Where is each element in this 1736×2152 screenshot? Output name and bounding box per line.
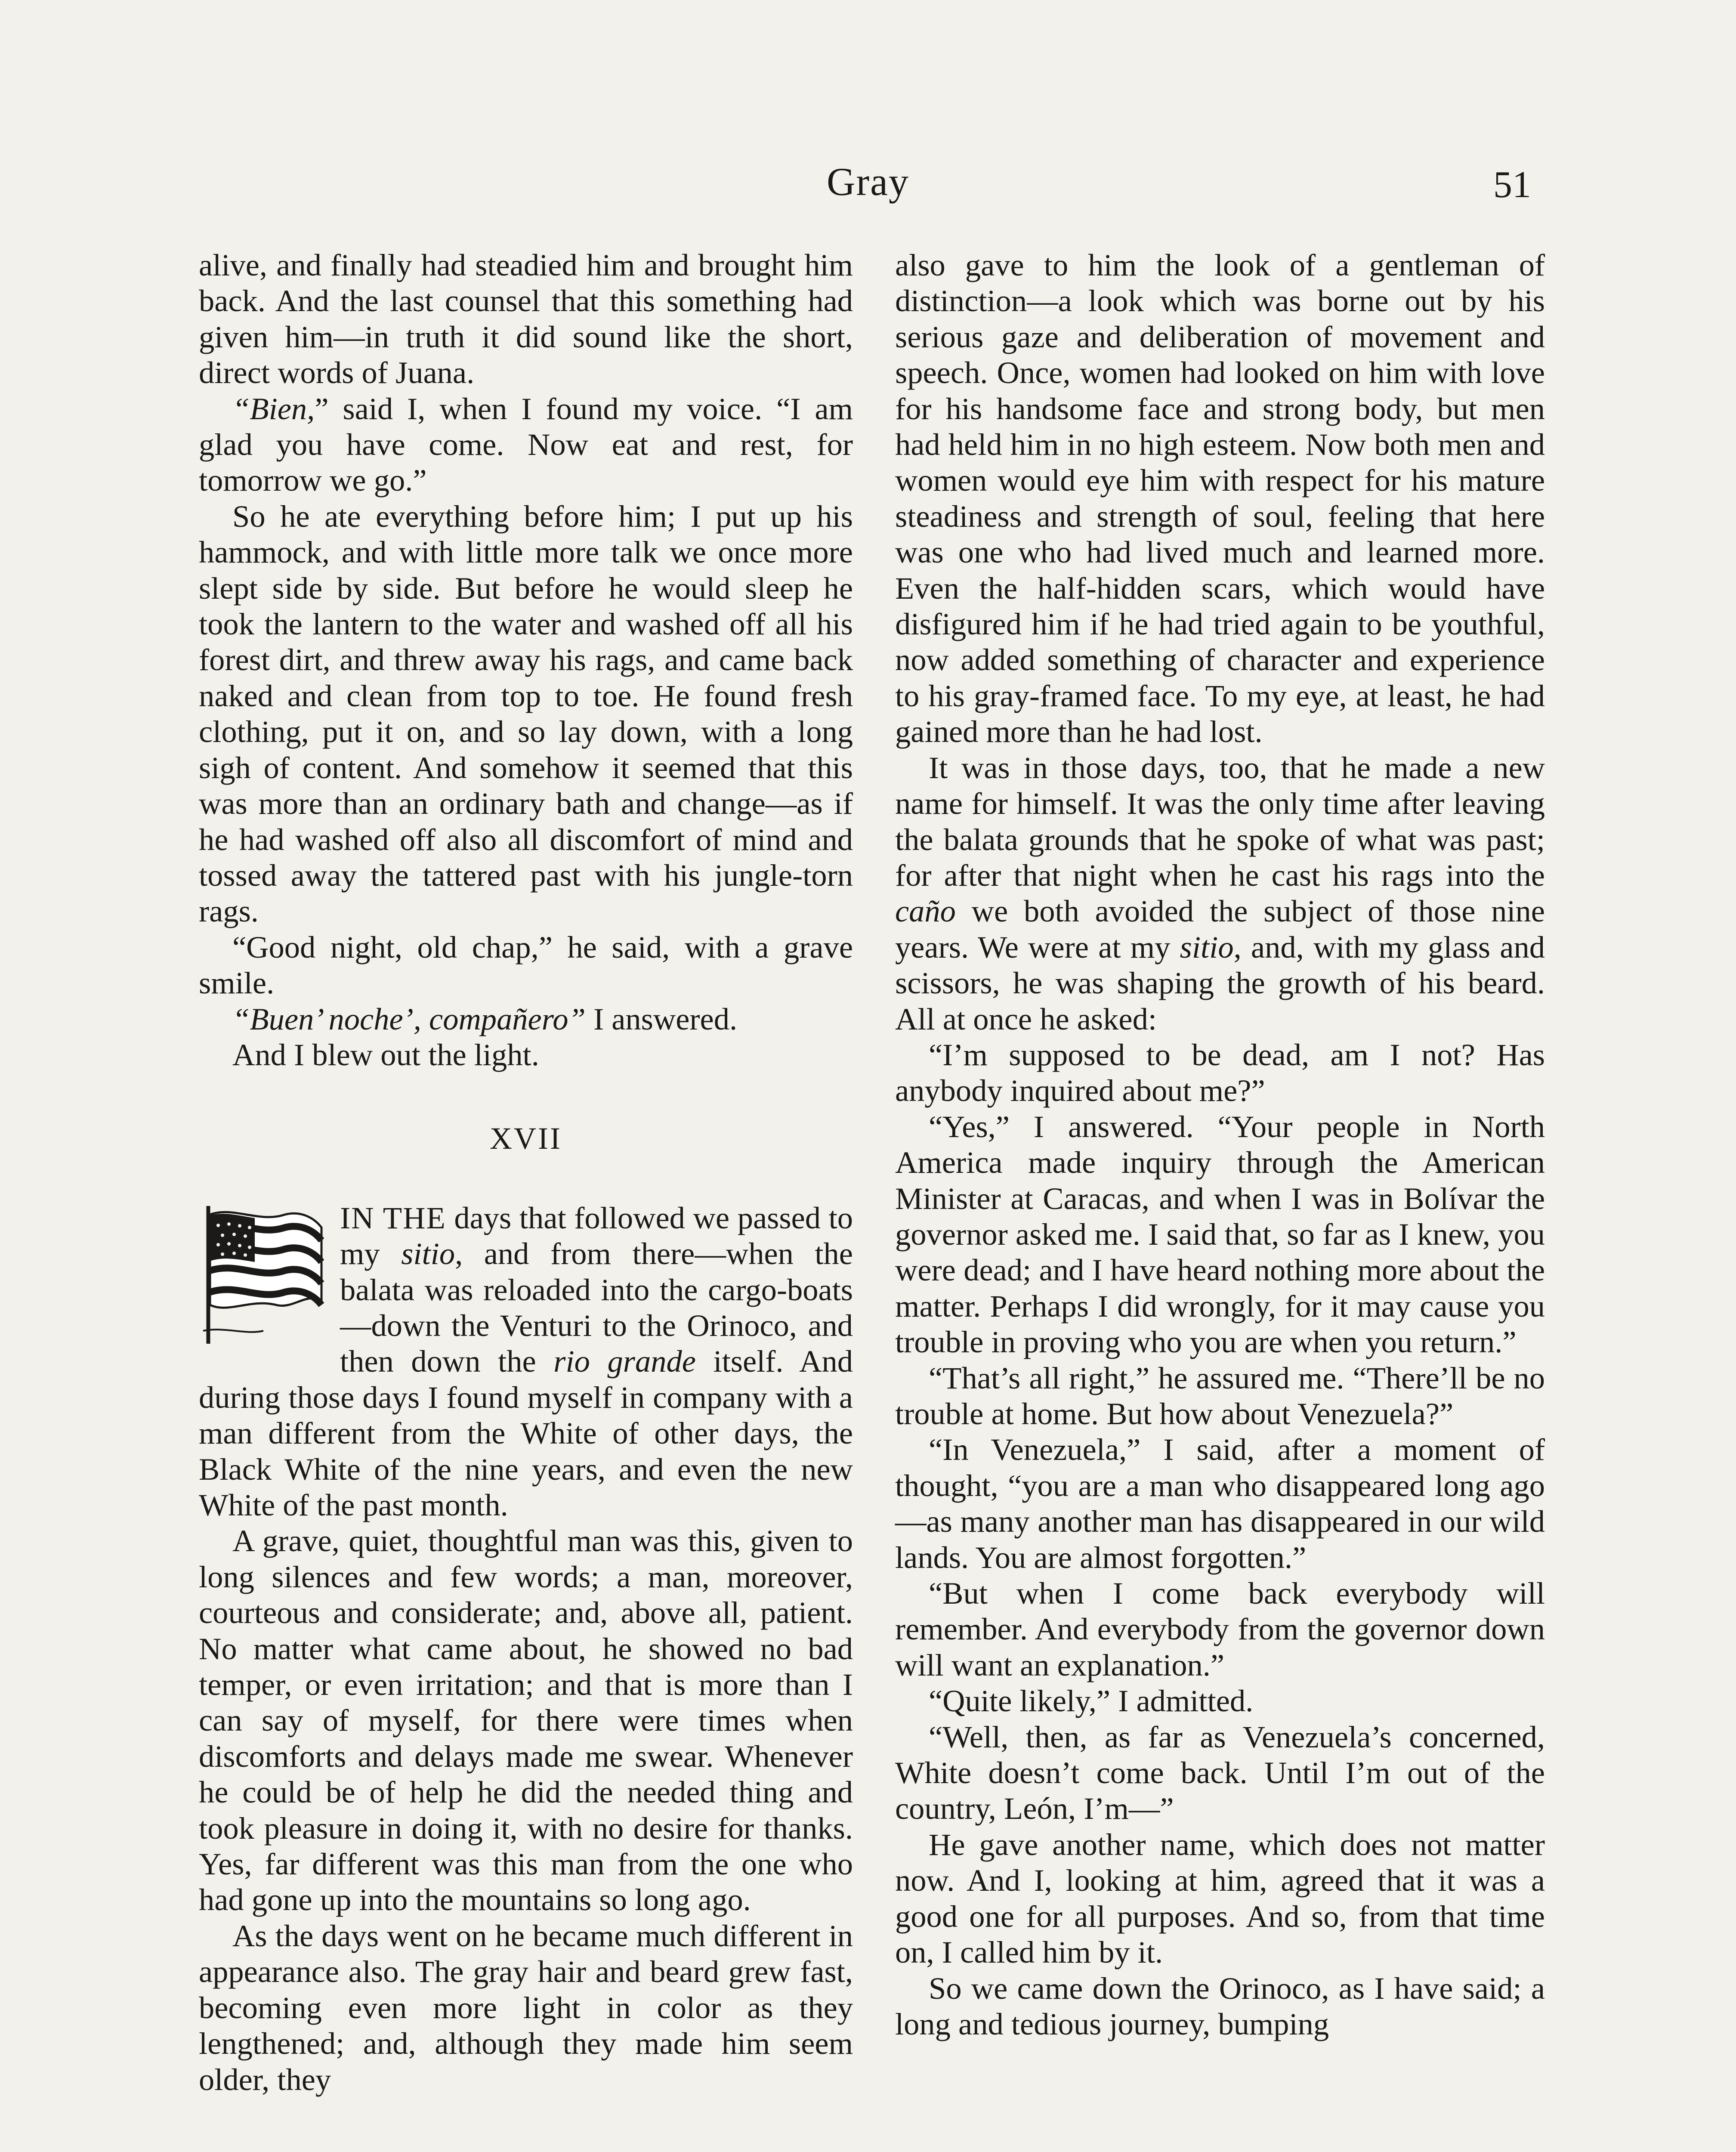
lead-in: IN THE bbox=[340, 1200, 446, 1235]
paragraph: He gave another name, which does not matter now. And I, looking at him, agreed that it was a good one for all purposes. And so, from that time on, I called him by it. bbox=[895, 1827, 1545, 1970]
paragraph bbox=[199, 1001, 853, 1037]
paragraph: So we came down the Orinoco, as I have said; a long and tedious journey, bumping bbox=[895, 1970, 1545, 2041]
paragraph: “In Venezuela,” I said, after a moment of thought, “you are a man who disappeared long ago—as many another man has disappeared in our wild lands. You are almost forgotten.” bbox=[895, 1432, 1545, 1575]
spanish-word: sitio bbox=[401, 1236, 455, 1271]
paragraph-text: , and, with my glass and scissors, he was shaping the growth of his beard. All at once he asked: bbox=[895, 929, 1545, 1036]
paragraph: “Well, then, as far as Venezuela’s concerned, White doesn’t come back. Until I’m out of the country, León, I’m—” bbox=[895, 1719, 1545, 1826]
flag-icon bbox=[199, 1202, 328, 1348]
paragraph: “That’s all right,” he assured me. “There’ll be no trouble at home. But how about Venezuela?” bbox=[895, 1360, 1545, 1431]
spanish-word: sitio bbox=[1180, 929, 1234, 965]
paragraph: “I’m supposed to be dead, am I not? Has anybody inquired about me?” bbox=[895, 1037, 1545, 1108]
paragraph bbox=[199, 391, 853, 498]
paragraph: A grave, quiet, thoughtful man was this, given to long silences and few words; a man, moreover, courteous and considerate; and, above all, patient. No matter what came about, he showed no bad temper, or even irritation; and that is more than I can say of myself, for there were times when discomforts and delays made me swear. Whenever he could be of help he did the needed thing and took pleasure in doing it, with no desire for thanks. Yes, far different was this man from the one who had gone up into the mountains so long ago. bbox=[199, 1523, 853, 1917]
left-column bbox=[199, 247, 853, 2152]
paragraph-text: we both avoided the subject of those nine years. We were at my bbox=[895, 894, 1545, 965]
spanish-word: “Bien, bbox=[232, 391, 315, 426]
chapter-heading: XVII bbox=[490, 1121, 562, 1156]
paragraph-text: It was in those days, too, that he made a new name for himself. It was the only time after leaving the balata grounds that he spoke of what was past; for after that night when he cast his rags into the bbox=[895, 750, 1545, 893]
paragraph: And I blew out the light. bbox=[232, 1037, 539, 1072]
paragraph-text: itself. And during those days I found myself in company with a man different from the White of other days, the Black White of the nine years, and even the new White of the past month. bbox=[199, 1344, 853, 1522]
paragraph: So he ate everything before him; I put up his hammock, and with little more talk we once more slept side by side. But before he would sleep he took the lantern to the water and washed off all his forest dirt, and threw away his rags, and came back naked and clean from top to toe. He found fresh clothing, put it on, and so lay down, with a long sigh of content. And somehow it seemed that this was more than an ordinary bath and change—as if he had washed off also all discomfort of mind and tossed away the tattered past with his jungle-torn rags. bbox=[199, 498, 853, 929]
spanish-word: caño bbox=[895, 894, 956, 929]
paragraph: “But when I come back everybody will remember. And everybody from the governor down will want an explanation.” bbox=[895, 1576, 1545, 1682]
paragraph: “Yes,” I answered. “Your people in North America made inquiry through the American Minister at Caracas, and when I was in Bolívar the governor asked me. I said that, so far as I knew, you were dead; and I have heard nothing more about the matter. Perhaps I did wrongly, for it may cause you trouble in proving who you are when you return.” bbox=[895, 1109, 1545, 1360]
right-column bbox=[895, 247, 1545, 2152]
paragraph: As the days went on he became much different in appearance also. The gray hair and beard grew fast, becoming even more light in color as they lengthened; and, although they made him seem older, they bbox=[199, 1918, 853, 2097]
running-head-title: Gray bbox=[827, 160, 909, 204]
paragraph: “Good night, old chap,” he said, with a grave smile. bbox=[199, 929, 853, 1001]
paragraph-text: , and from there—when the balata was reloaded into the cargo-boats—down the Venturi to the Orinoco, and then down the bbox=[340, 1236, 853, 1379]
spanish-phrase: “Buen’ noche’, compañero” bbox=[232, 1001, 586, 1036]
paragraph bbox=[895, 750, 1545, 1037]
paragraph: “Quite likely,” I admitted. bbox=[929, 1683, 1254, 1719]
paragraph: alive, and finally had steadied him and brought him back. And the last counsel that this something had given him—in truth it did sound like the short, direct words of Juana. bbox=[199, 247, 853, 390]
page-number: 51 bbox=[1493, 164, 1531, 206]
paragraph: also gave to him the look of a gentleman of distinction—a look which was borne out by his serious gaze and deliberation of movement and speech. Once, women had looked on him with love for his handsome face and strong body, but men had held him in no high esteem. Now both men and women would eye him with respect for his mature steadiness and strength of soul, feeling that here was one who had lived much and learned more. Even the half-hidden scars, which would have disfigured him if he had tried again to be youthful, now added something of character and experience to his gray-framed face. To my eye, at least, he had gained more than he had lost. bbox=[895, 247, 1545, 749]
paragraph-text: I answered. bbox=[585, 1001, 738, 1036]
spanish-phrase: rio grande bbox=[553, 1344, 696, 1379]
paragraph-text: days that followed we passed to my bbox=[340, 1200, 853, 1271]
paragraph-text: ” said I, when I found my voice. “I am glad you have come. Now eat and rest, for tomorrow we go.” bbox=[199, 391, 853, 498]
